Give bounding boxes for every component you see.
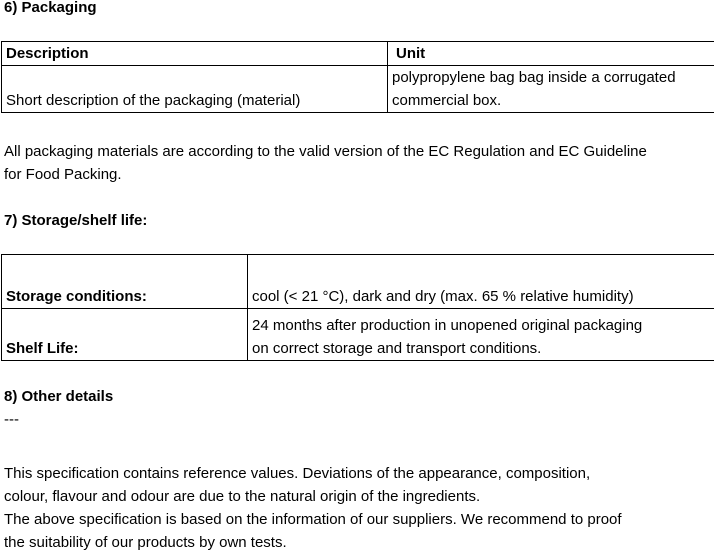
storage-row bbox=[2, 255, 714, 309]
packaging-description-value bbox=[388, 66, 714, 113]
packaging-table-row bbox=[2, 66, 714, 113]
section-7-heading: 7) Storage/shelf life: bbox=[4, 209, 147, 232]
section-8-heading: 8) Other details bbox=[4, 385, 113, 408]
footer-line-1: This specification contains reference values. Deviations of the appearance, composition, bbox=[4, 462, 590, 485]
packaging-value-line-1: polypropylene bag bag inside a corrugated bbox=[392, 66, 710, 89]
packaging-note-line-1: All packaging materials are according to the valid version of the EC Regulation and EC Guideline bbox=[4, 140, 647, 163]
shelf-life-value-line-1: 24 months after production in unopened original packaging bbox=[252, 314, 710, 337]
other-details-value: --- bbox=[4, 408, 19, 431]
footer-line-3: The above specification is based on the information of our suppliers. We recommend to proof bbox=[4, 508, 622, 531]
storage-conditions-value: cool (< 21 °C), dark and dry (max. 65 % relative humidity) bbox=[248, 255, 714, 309]
footer-line-4: the suitability of our products by own tests. bbox=[4, 531, 287, 554]
shelf-life-row bbox=[2, 309, 714, 361]
section-6-heading: 6) Packaging bbox=[4, 0, 97, 19]
unit-header: Unit bbox=[388, 42, 714, 66]
shelf-life-label: Shelf Life: bbox=[2, 309, 248, 361]
description-header: Description bbox=[2, 42, 388, 66]
shelf-life-value-line-2: on correct storage and transport conditions. bbox=[252, 337, 710, 360]
storage-table bbox=[1, 254, 714, 361]
packaging-value-line-2: commercial box. bbox=[392, 89, 710, 112]
shelf-life-value bbox=[248, 309, 714, 361]
packaging-table-header-row bbox=[2, 42, 714, 66]
packaging-note-line-2: for Food Packing. bbox=[4, 163, 122, 186]
storage-conditions-label: Storage conditions: bbox=[2, 255, 248, 309]
packaging-description-label: Short description of the packaging (material) bbox=[2, 66, 388, 113]
packaging-table bbox=[1, 41, 714, 113]
footer-line-2: colour, flavour and odour are due to the natural origin of the ingredients. bbox=[4, 485, 480, 508]
